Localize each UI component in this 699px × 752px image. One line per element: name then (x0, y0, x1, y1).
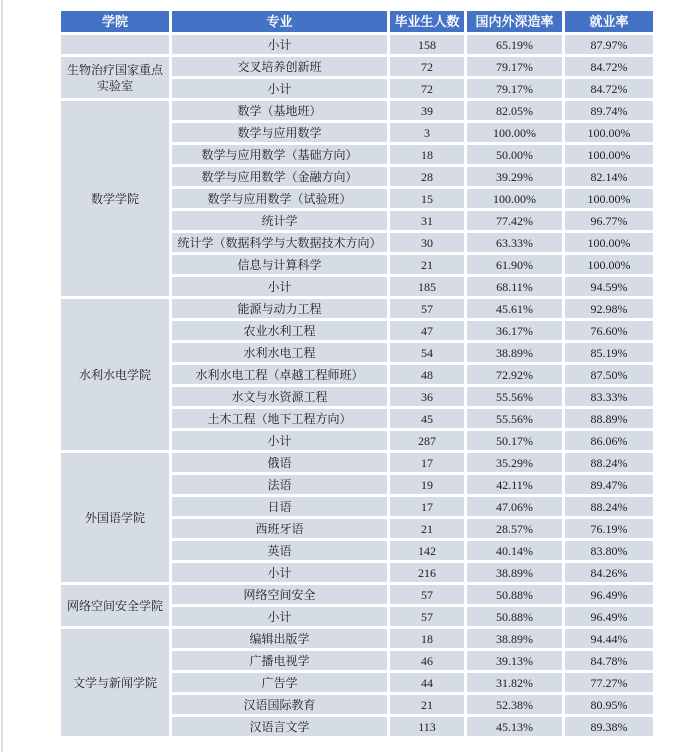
col-header-graduates: 毕业生人数 (390, 11, 464, 32)
major-cell: 西班牙语 (172, 519, 387, 538)
major-cell: 汉语言文学 (172, 717, 387, 736)
study-rate-cell: 39.13% (467, 651, 562, 670)
graduates-cell: 39 (390, 101, 464, 120)
study-rate-cell: 45.61% (467, 299, 562, 318)
employment-rate-cell: 80.95% (565, 695, 653, 714)
graduates-statistics-table (58, 8, 656, 739)
employment-rate-cell: 100.00% (565, 123, 653, 142)
graduates-cell: 36 (390, 387, 464, 406)
major-cell: 法语 (172, 475, 387, 494)
study-rate-cell: 50.17% (467, 431, 562, 450)
major-cell: 土木工程（地下工程方向） (172, 409, 387, 428)
employment-rate-cell: 83.80% (565, 541, 653, 560)
graduates-cell: 48 (390, 365, 464, 384)
major-cell: 交叉培养创新班 (172, 57, 387, 76)
col-header-college: 学院 (61, 11, 169, 32)
major-cell: 广告学 (172, 673, 387, 692)
major-cell: 俄语 (172, 453, 387, 472)
study-rate-cell: 63.33% (467, 233, 562, 252)
table-row (61, 57, 653, 76)
study-rate-cell: 50.00% (467, 145, 562, 164)
study-rate-cell: 61.90% (467, 255, 562, 274)
major-cell: 数学与应用数学（金融方向） (172, 167, 387, 186)
employment-rate-cell: 92.98% (565, 299, 653, 318)
study-rate-cell: 79.17% (467, 79, 562, 98)
study-rate-cell: 100.00% (467, 123, 562, 142)
employment-rate-cell: 89.47% (565, 475, 653, 494)
graduates-cell: 72 (390, 57, 464, 76)
major-cell: 统计学（数据科学与大数据技术方向） (172, 233, 387, 252)
employment-rate-cell: 96.77% (565, 211, 653, 230)
major-cell: 水利水电工程（卓越工程师班） (172, 365, 387, 384)
major-cell: 数学与应用数学（基础方向） (172, 145, 387, 164)
major-cell: 小计 (172, 277, 387, 296)
major-cell: 小计 (172, 79, 387, 98)
major-cell: 信息与计算科学 (172, 255, 387, 274)
college-cell: 数学学院 (61, 101, 169, 296)
graduates-cell: 3 (390, 123, 464, 142)
employment-rate-cell: 86.06% (565, 431, 653, 450)
employment-rate-cell: 89.74% (565, 101, 653, 120)
graduates-cell: 158 (390, 35, 464, 54)
graduates-cell: 185 (390, 277, 464, 296)
page-left-edge (1, 0, 3, 752)
study-rate-cell: 31.82% (467, 673, 562, 692)
table-row (61, 299, 653, 318)
employment-rate-cell: 84.26% (565, 563, 653, 582)
study-rate-cell: 55.56% (467, 387, 562, 406)
college-cell: 生物治疗国家重点实验室 (61, 57, 169, 98)
major-cell: 数学（基地班） (172, 101, 387, 120)
study-rate-cell: 77.42% (467, 211, 562, 230)
graduates-cell: 17 (390, 453, 464, 472)
study-rate-cell: 35.29% (467, 453, 562, 472)
major-cell: 数学与应用数学 (172, 123, 387, 142)
study-rate-cell: 38.89% (467, 343, 562, 362)
study-rate-cell: 72.92% (467, 365, 562, 384)
graduates-cell: 45 (390, 409, 464, 428)
study-rate-cell: 38.89% (467, 629, 562, 648)
table-row (61, 101, 653, 120)
study-rate-cell: 82.05% (467, 101, 562, 120)
college-cell: 外国语学院 (61, 453, 169, 582)
employment-rate-cell: 84.72% (565, 79, 653, 98)
major-cell: 水文与水资源工程 (172, 387, 387, 406)
study-rate-cell: 40.14% (467, 541, 562, 560)
major-cell: 农业水利工程 (172, 321, 387, 340)
employment-rate-cell: 94.44% (565, 629, 653, 648)
study-rate-cell: 68.11% (467, 277, 562, 296)
graduates-cell: 15 (390, 189, 464, 208)
table-row (61, 629, 653, 648)
college-cell: 网络空间安全学院 (61, 585, 169, 626)
graduates-cell: 18 (390, 629, 464, 648)
graduates-cell: 44 (390, 673, 464, 692)
employment-rate-cell: 77.27% (565, 673, 653, 692)
graduates-cell: 57 (390, 585, 464, 604)
table-header-row (61, 11, 653, 32)
table-row (61, 35, 653, 54)
graduates-cell: 30 (390, 233, 464, 252)
graduates-cell: 72 (390, 79, 464, 98)
study-rate-cell: 45.13% (467, 717, 562, 736)
major-cell: 水利水电工程 (172, 343, 387, 362)
graduates-cell: 19 (390, 475, 464, 494)
study-rate-cell: 52.38% (467, 695, 562, 714)
employment-rate-cell: 100.00% (565, 255, 653, 274)
employment-rate-cell: 76.60% (565, 321, 653, 340)
table-row (61, 453, 653, 472)
graduates-cell: 18 (390, 145, 464, 164)
major-cell: 广播电视学 (172, 651, 387, 670)
employment-rate-cell: 85.19% (565, 343, 653, 362)
graduates-cell: 216 (390, 563, 464, 582)
study-rate-cell: 65.19% (467, 35, 562, 54)
study-rate-cell: 28.57% (467, 519, 562, 538)
study-rate-cell: 50.88% (467, 585, 562, 604)
employment-rate-cell: 100.00% (565, 189, 653, 208)
major-cell: 编辑出版学 (172, 629, 387, 648)
major-cell: 能源与动力工程 (172, 299, 387, 318)
graduates-cell: 113 (390, 717, 464, 736)
study-rate-cell: 36.17% (467, 321, 562, 340)
graduates-cell: 21 (390, 255, 464, 274)
study-rate-cell: 42.11% (467, 475, 562, 494)
study-rate-cell: 79.17% (467, 57, 562, 76)
graduates-cell: 17 (390, 497, 464, 516)
study-rate-cell: 55.56% (467, 409, 562, 428)
major-cell: 网络空间安全 (172, 585, 387, 604)
graduates-cell: 47 (390, 321, 464, 340)
college-cell (61, 35, 169, 54)
graduates-cell: 142 (390, 541, 464, 560)
employment-rate-cell: 100.00% (565, 145, 653, 164)
employment-rate-cell: 76.19% (565, 519, 653, 538)
major-cell: 汉语国际教育 (172, 695, 387, 714)
graduates-cell: 287 (390, 431, 464, 450)
study-rate-cell: 47.06% (467, 497, 562, 516)
graduates-cell: 21 (390, 519, 464, 538)
employment-rate-cell: 88.24% (565, 453, 653, 472)
graduates-cell: 57 (390, 607, 464, 626)
major-cell: 小计 (172, 607, 387, 626)
employment-rate-cell: 96.49% (565, 607, 653, 626)
col-header-study-rate: 国内外深造率 (467, 11, 562, 32)
study-rate-cell: 38.89% (467, 563, 562, 582)
major-cell: 小计 (172, 431, 387, 450)
employment-rate-cell: 96.49% (565, 585, 653, 604)
col-header-major: 专业 (172, 11, 387, 32)
graduates-cell: 46 (390, 651, 464, 670)
employment-rate-cell: 82.14% (565, 167, 653, 186)
employment-rate-cell: 84.72% (565, 57, 653, 76)
employment-rate-cell: 89.38% (565, 717, 653, 736)
col-header-employment-rate: 就业率 (565, 11, 653, 32)
major-cell: 统计学 (172, 211, 387, 230)
graduates-cell: 57 (390, 299, 464, 318)
study-rate-cell: 39.29% (467, 167, 562, 186)
major-cell: 小计 (172, 563, 387, 582)
employment-rate-cell: 87.97% (565, 35, 653, 54)
graduates-cell: 31 (390, 211, 464, 230)
college-cell: 文学与新闻学院 (61, 629, 169, 736)
employment-rate-cell: 84.78% (565, 651, 653, 670)
graduates-cell: 54 (390, 343, 464, 362)
employment-rate-cell: 88.24% (565, 497, 653, 516)
table-row (61, 585, 653, 604)
college-cell: 水利水电学院 (61, 299, 169, 450)
graduates-cell: 28 (390, 167, 464, 186)
employment-rate-cell: 94.59% (565, 277, 653, 296)
major-cell: 小计 (172, 35, 387, 54)
major-cell: 英语 (172, 541, 387, 560)
study-rate-cell: 100.00% (467, 189, 562, 208)
employment-rate-cell: 87.50% (565, 365, 653, 384)
study-rate-cell: 50.88% (467, 607, 562, 626)
graduates-cell: 21 (390, 695, 464, 714)
employment-rate-cell: 100.00% (565, 233, 653, 252)
employment-rate-cell: 88.89% (565, 409, 653, 428)
employment-rate-cell: 83.33% (565, 387, 653, 406)
major-cell: 数学与应用数学（试验班） (172, 189, 387, 208)
table-body (61, 35, 653, 736)
major-cell: 日语 (172, 497, 387, 516)
